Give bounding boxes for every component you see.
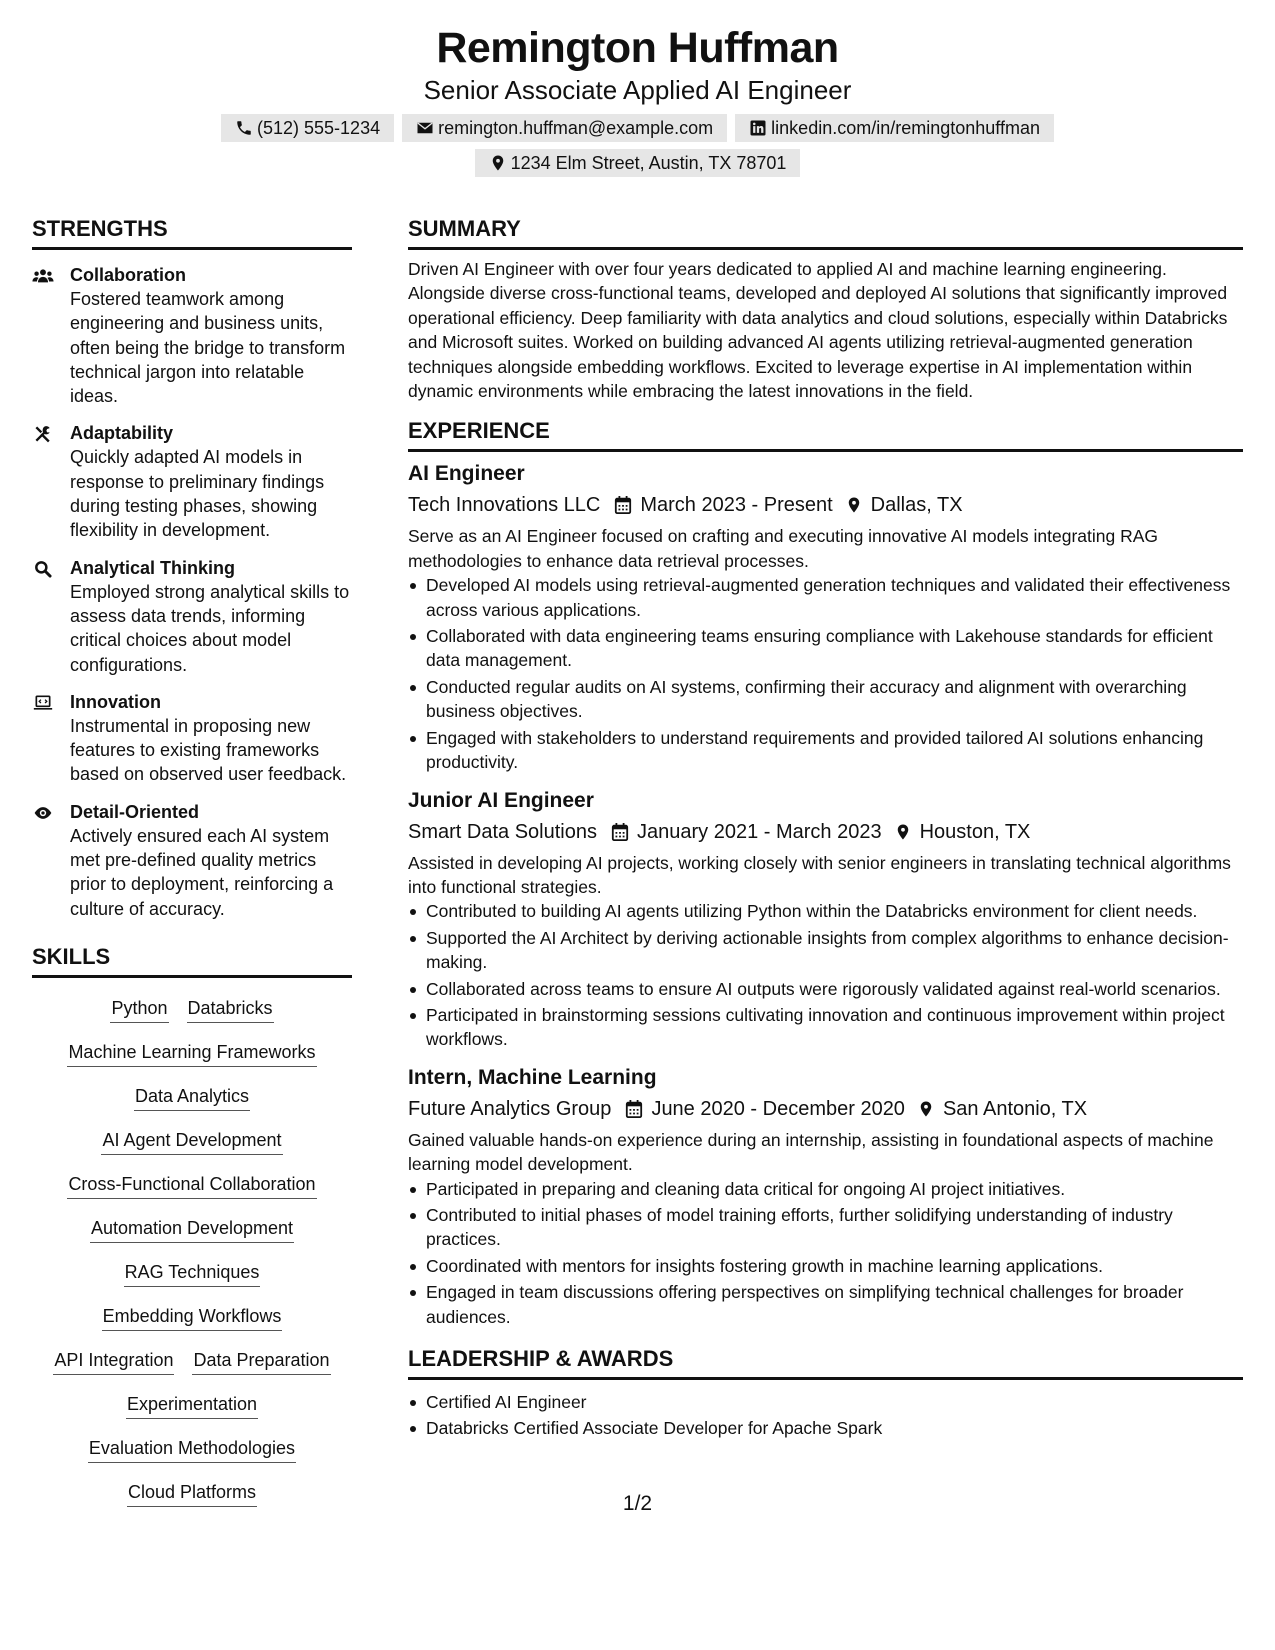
job-location: San Antonio, TX: [942, 1097, 1088, 1120]
skill-tag: Cloud Platforms: [127, 1480, 257, 1507]
bullet-item: Participated in preparing and cleaning data critical for ongoing AI project initiatives.: [408, 1177, 1243, 1201]
bullet-item: Developed AI models using retrieval-augmented generation techniques and validated their effectiveness across various applications.: [408, 573, 1243, 622]
job-location: Dallas, TX: [870, 494, 963, 517]
eye-icon: [32, 803, 54, 823]
job-meta: [408, 1094, 1243, 1124]
bullet-item: Engaged with stakeholders to understand requirements and provided tailored AI solutions enhancing productivity.: [408, 726, 1243, 775]
awards-list: [408, 1390, 1243, 1441]
job-dates: January 2021 - March 2023: [636, 820, 882, 843]
strength-desc: Quickly adapted AI models in response to preliminary findings during testing phases, showing flexibility in development.: [70, 447, 325, 541]
map-pin-icon: [845, 495, 863, 515]
calendar-icon: [614, 495, 632, 515]
linkedin-chip[interactable]: [735, 114, 1054, 142]
map-pin-icon: [894, 822, 912, 842]
job-title: Intern, Machine Learning: [408, 1065, 657, 1089]
job-location: Houston, TX: [919, 820, 1031, 843]
job-bullets: [408, 573, 1243, 774]
experience-heading: EXPERIENCE: [408, 417, 1243, 452]
skill-tag: AI Agent Development: [101, 1128, 282, 1155]
skill-tag: Embedding Workflows: [102, 1304, 283, 1331]
phone-chip[interactable]: [221, 114, 394, 142]
award-item: Certified AI Engineer: [408, 1390, 1243, 1414]
skill-tag: Databricks: [187, 996, 274, 1023]
bullet-item: Engaged in team discussions offering perspectives on simplifying technical challenges for broader audiences.: [408, 1280, 1243, 1329]
job-entry: [408, 787, 1243, 1052]
skill-tag: Experimentation: [126, 1392, 258, 1419]
bullet-item: Conducted regular audits on AI systems, confirming their accuracy and alignment with overarching business objectives.: [408, 675, 1243, 724]
right-column: [408, 215, 1243, 1443]
job-company: Smart Data Solutions: [408, 820, 597, 843]
skill-tag: Data Preparation: [192, 1348, 330, 1375]
job-title: Junior AI Engineer: [408, 788, 594, 812]
job-dates: March 2023 - Present: [640, 494, 833, 517]
skill-tag: Data Analytics: [134, 1084, 250, 1111]
bullet-item: Collaborated with data engineering teams ensuring compliance with Lakehouse standards for efficient data management.: [408, 624, 1243, 673]
skill-tag: Python: [110, 996, 168, 1023]
envelope-icon: [416, 119, 434, 137]
strength-item: [32, 800, 352, 921]
address-text: 1234 Elm Street, Austin, TX 78701: [510, 153, 787, 173]
skill-tag: Automation Development: [90, 1216, 294, 1243]
skill-tag: Cross-Functional Collaboration: [67, 1172, 316, 1199]
candidate-title: Senior Associate Applied AI Engineer: [423, 75, 852, 105]
strengths-heading: STRENGTHS: [32, 215, 352, 250]
address-row: [0, 149, 1275, 177]
address-chip: [475, 149, 801, 177]
bullet-item: Contributed to initial phases of model training efforts, further solidifying understanding of industry practices.: [408, 1203, 1243, 1252]
linkedin-text: linkedin.com/in/remingtonhuffman: [771, 118, 1040, 138]
strength-item: [32, 263, 352, 408]
strength-item: [32, 421, 352, 542]
page-number: 1/2: [622, 1492, 653, 1515]
summary-text: Driven AI Engineer with over four years dedicated to applied AI and machine learning engineering. Alongside diverse cross-functional teams, developed and deployed AI solutions that significantly improved operational efficiency. Deep familiarity with data analytics and cloud solutions, especially within Databricks and Microsoft suites. Worked on building advanced AI agents utilizing retrieval-augmented generation techniques alongside embedding workflows. Excited to leverage expertise in AI implementation within dynamic environments while embracing the latest innovations in the field.: [408, 259, 1228, 402]
magnifier-icon: [32, 559, 54, 579]
job-meta: [408, 490, 1243, 520]
skill-tag: Machine Learning Frameworks: [67, 1040, 316, 1067]
linkedin-icon: [749, 119, 767, 137]
bullet-item: Supported the AI Architect by deriving actionable insights from complex algorithms to enhance decision-making.: [408, 926, 1243, 975]
resume-header: [0, 22, 1275, 177]
strength-item: [32, 556, 352, 677]
map-pin-icon: [489, 154, 507, 172]
strength-desc: Fostered teamwork among engineering and business units, often being the bridge to transform technical jargon into relatable ideas.: [70, 289, 346, 407]
phone-icon: [235, 119, 253, 137]
email-text: remington.huffman@example.com: [438, 118, 714, 138]
job-entry: [408, 460, 1243, 774]
strength-desc: Actively ensured each AI system met pre-defined quality metrics prior to deployment, reinforcing a culture of accuracy.: [70, 825, 334, 919]
bullet-item: Contributed to building AI agents utilizing Python within the Databricks environment for client needs.: [408, 899, 1243, 923]
strength-desc: Employed strong analytical skills to assess data trends, informing critical choices about model configurations.: [70, 581, 350, 675]
laptop-code-icon: [32, 693, 54, 713]
email-chip[interactable]: [402, 114, 727, 142]
job-bullets: [408, 1177, 1243, 1329]
job-title: AI Engineer: [408, 462, 525, 486]
candidate-name: Remington Huffman: [436, 24, 839, 72]
job-bullets: [408, 899, 1243, 1051]
summary-heading: SUMMARY: [408, 215, 1243, 250]
award-item: Databricks Certified Associate Developer for Apache Spark: [408, 1416, 1243, 1440]
strength-item: [32, 690, 352, 787]
skills-heading: SKILLS: [32, 943, 352, 978]
bullet-item: Participated in brainstorming sessions cultivating innovation and continuous improvement within project workflows.: [408, 1003, 1243, 1052]
job-meta: [408, 817, 1243, 847]
job-dates: June 2020 - December 2020: [651, 1097, 905, 1120]
job-company: Future Analytics Group: [408, 1097, 612, 1120]
skill-tag: Evaluation Methodologies: [88, 1436, 296, 1463]
strength-name: Collaboration: [70, 265, 186, 285]
left-column: [32, 215, 352, 1524]
strength-name: Detail-Oriented: [70, 801, 200, 822]
job-description: Gained valuable hands-on experience during an internship, assisting in foundational aspects of machine learning model development.: [408, 1129, 1214, 1175]
skills-list: [32, 996, 352, 1507]
calendar-icon: [611, 822, 629, 842]
strength-name: Innovation: [70, 691, 161, 712]
job-entry: [408, 1064, 1243, 1329]
contact-row: [0, 114, 1275, 142]
strength-name: Adaptability: [70, 423, 174, 444]
job-description: Assisted in developing AI projects, working closely with senior engineers in translating technical algorithms into functional strategies.: [408, 852, 1231, 897]
strength-desc: Instrumental in proposing new features to existing frameworks based on observed user feedback.: [70, 715, 347, 785]
calendar-icon: [625, 1099, 643, 1119]
strength-name: Analytical Thinking: [70, 557, 236, 578]
tools-icon: [32, 424, 54, 444]
job-description: Serve as an AI Engineer focused on crafting and executing innovative AI models integrating RAG methodologies to enhance data retrieval processes.: [408, 526, 1159, 571]
phone-text: (512) 555-1234: [257, 118, 381, 138]
people-group-icon: [32, 266, 54, 286]
bullet-item: Coordinated with mentors for insights fostering growth in machine learning applications.: [408, 1254, 1243, 1278]
leadership-heading: LEADERSHIP & AWARDS: [408, 1345, 1243, 1380]
bullet-item: Collaborated across teams to ensure AI outputs were rigorously validated against real-world scenarios.: [408, 977, 1243, 1001]
job-company: Tech Innovations LLC: [408, 494, 601, 517]
skill-tag: API Integration: [53, 1348, 174, 1375]
map-pin-icon: [917, 1099, 935, 1119]
skill-tag: RAG Techniques: [124, 1260, 261, 1287]
